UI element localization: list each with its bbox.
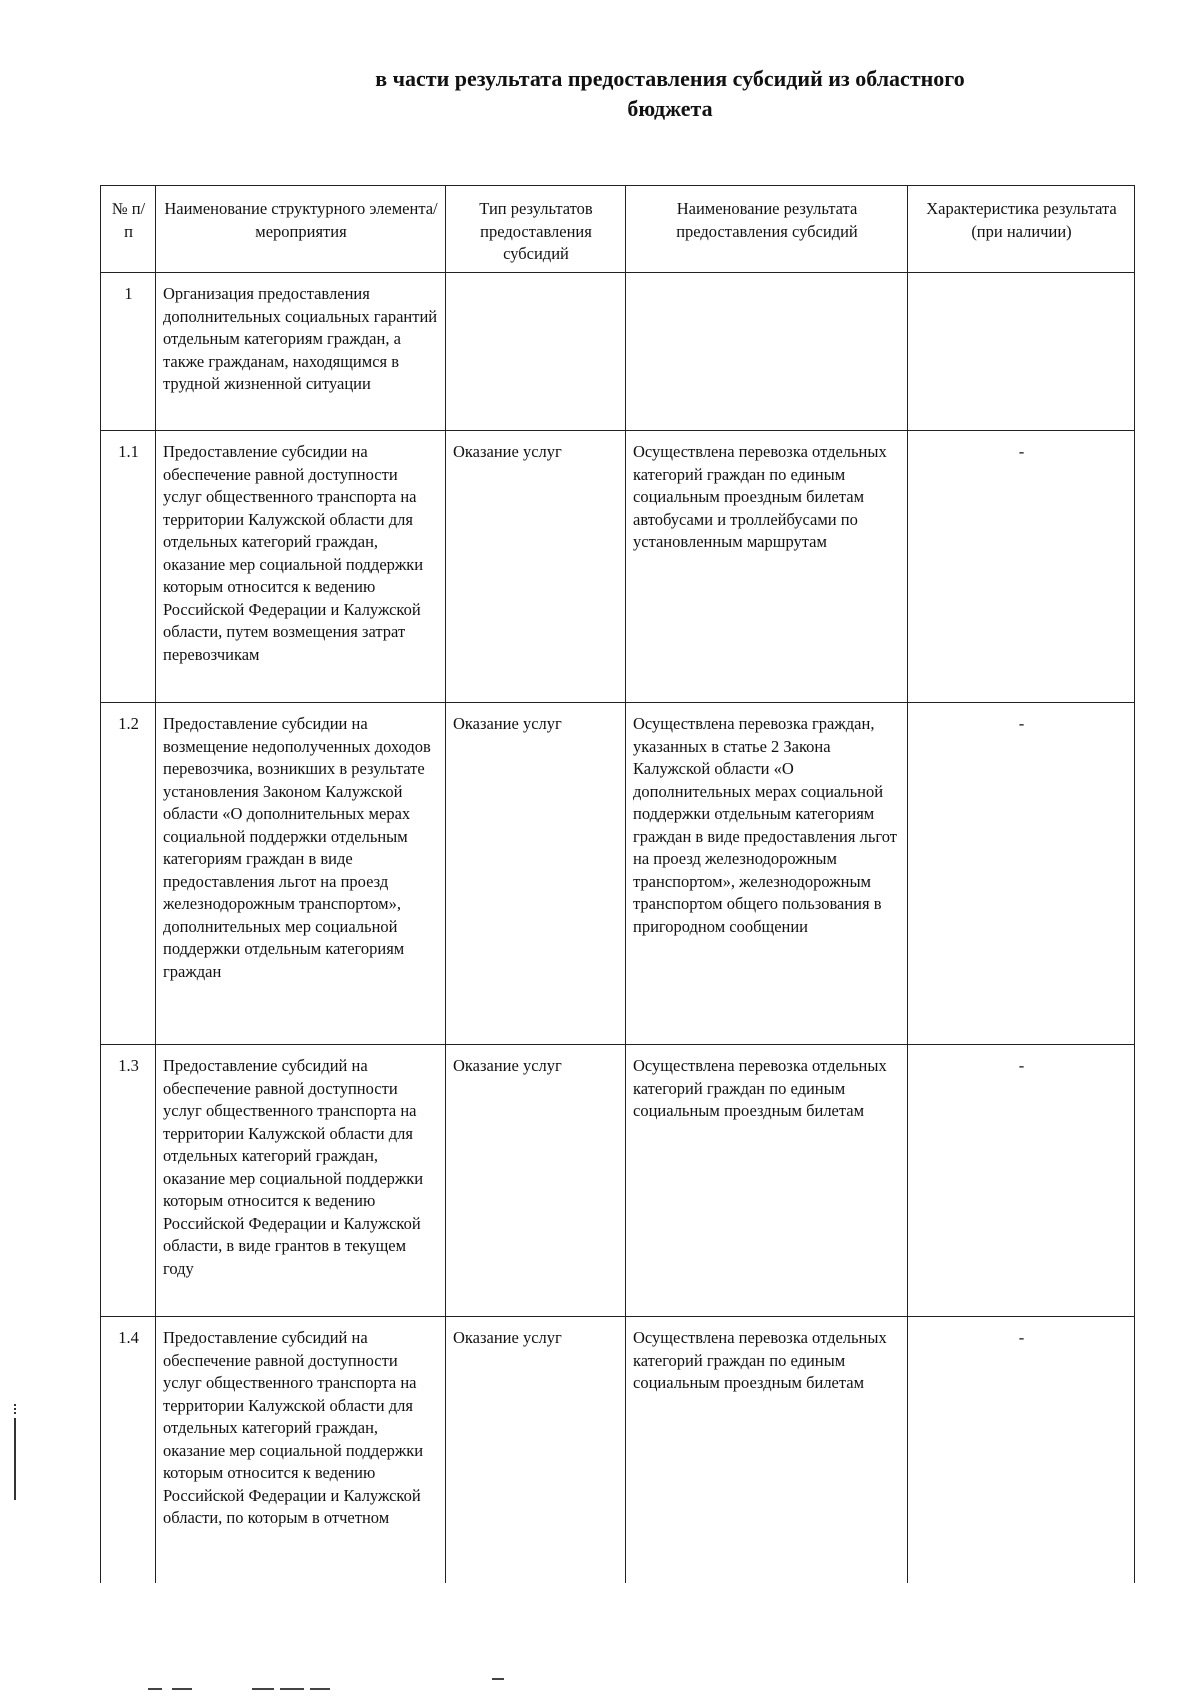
row-result-name: Осуществлена перевозка отдельных категорий граждан по единым социальным проездным билетам автобусами и троллейбусами по установленным маршрутам — [626, 431, 908, 703]
row-result-type — [446, 273, 626, 431]
row-number: 1.4 — [101, 1317, 156, 1584]
row-characteristic: - — [908, 1045, 1135, 1317]
row-characteristic: - — [908, 703, 1135, 1045]
row-element-name: Предоставление субсидии на обеспечение равной доступности услуг общественного транспорта на территории Калужской области для отдельных категорий граждан, оказание мер социальной поддержки которым относится к ведению Российской Федерации и Калужской области, путем возмещения затрат перевозчикам — [156, 431, 446, 703]
row-result-type: Оказание услуг — [446, 1317, 626, 1584]
row-number: 1.2 — [101, 703, 156, 1045]
scan-artifact — [148, 1688, 162, 1690]
table-row — [101, 273, 1135, 431]
scan-artifact — [252, 1688, 274, 1690]
header-characteristic: Характеристика результата (при наличии) — [908, 186, 1135, 273]
row-number: 1 — [101, 273, 156, 431]
row-result-name: Осуществлена перевозка отдельных категорий граждан по единым социальным проездным билетам — [626, 1045, 908, 1317]
binding-mark — [14, 1418, 16, 1500]
row-result-type: Оказание услуг — [446, 1045, 626, 1317]
row-result-name — [626, 273, 908, 431]
header-result-name: Наименование результата предоставления субсидий — [626, 186, 908, 273]
row-element-name: Предоставление субсидий на обеспечение равной доступности услуг общественного транспорта на территории Калужской области для отдельных категорий граждан, оказание мер социальной поддержки которым относится к ведению Российской Федерации и Калужской области, по которым в отчетном — [156, 1317, 446, 1584]
table-header-row — [101, 186, 1135, 273]
document-title — [290, 64, 1050, 124]
table-row — [101, 1317, 1135, 1584]
row-result-type: Оказание услуг — [446, 703, 626, 1045]
row-element-name: Организация предоставления дополнительных социальных гарантий отдельным категориям граждан, а также гражданам, находящимся в трудной жизненной ситуации — [156, 273, 446, 431]
scan-artifact — [172, 1688, 192, 1690]
row-characteristic: - — [908, 1317, 1135, 1584]
title-line-1: в части результата предоставления субсидий из областного — [375, 66, 965, 91]
binding-mark — [14, 1404, 16, 1414]
header-element-name: Наименование структурного элемента/мероприятия — [156, 186, 446, 273]
row-characteristic: - — [908, 431, 1135, 703]
row-number: 1.1 — [101, 431, 156, 703]
table-row — [101, 1045, 1135, 1317]
title-line-2: бюджета — [627, 96, 713, 121]
scan-artifact — [280, 1688, 304, 1690]
table-row — [101, 431, 1135, 703]
scan-artifact — [492, 1678, 504, 1680]
row-element-name: Предоставление субсидии на возмещение недополученных доходов перевозчика, возникших в результате установления Законом Калужской области «О дополнительных мерах социальной поддержки отдельным категориям граждан в виде предоставления льгот на проезд железнодорожным транспортом», дополнительных мер социальной поддержки отдельным категориям граждан — [156, 703, 446, 1045]
header-number: № п/п — [101, 186, 156, 273]
header-result-type: Тип результатов предоставления субсидий — [446, 186, 626, 273]
row-result-type: Оказание услуг — [446, 431, 626, 703]
row-element-name: Предоставление субсидий на обеспечение равной доступности услуг общественного транспорта на территории Калужской области для отдельных категорий граждан, оказание мер социальной поддержки которым относится к ведению Российской Федерации и Калужской области, в виде грантов в текущем году — [156, 1045, 446, 1317]
row-result-name: Осуществлена перевозка граждан, указанных в статье 2 Закона Калужской области «О дополнительных мерах социальной поддержки отдельным категориям граждан в виде предоставления льгот на проезд железнодорожным транспортом», железнодорожным транспортом общего пользования в пригородном сообщении — [626, 703, 908, 1045]
scan-artifact — [310, 1688, 330, 1690]
row-result-name: Осуществлена перевозка отдельных категорий граждан по единым социальным проездным билетам — [626, 1317, 908, 1584]
results-table — [100, 185, 1135, 1583]
table-row — [101, 703, 1135, 1045]
row-number: 1.3 — [101, 1045, 156, 1317]
row-characteristic — [908, 273, 1135, 431]
